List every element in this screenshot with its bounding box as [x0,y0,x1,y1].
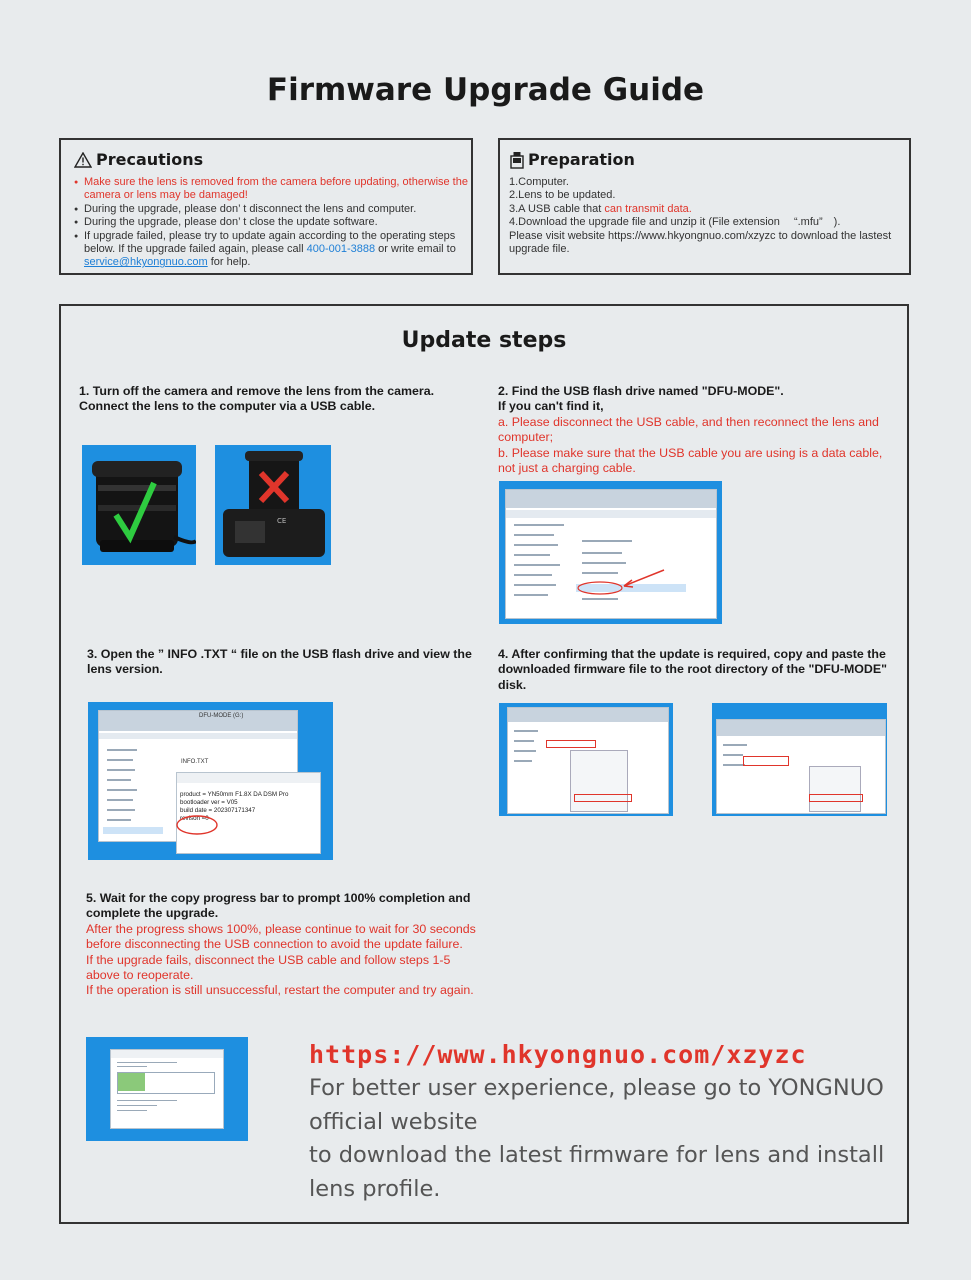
progress-screenshot [86,1037,248,1141]
prep-line: Please visit website https://www.hkyongnuo.com/xzyzc to download the lastest upgrade file. [509,229,892,256]
email-link[interactable]: service@hkyongnuo.com [84,256,208,269]
preparation-box [498,138,911,275]
phone-number[interactable]: 400-001-3888 [306,243,376,256]
footer-note [309,1072,889,1206]
info-revision: revison =0 [180,815,209,822]
prep-highlight: can transmit data. [604,202,692,215]
page-title: Firmware Upgrade Guide [266,72,705,108]
info-file-label: INFO.TXT [181,759,209,765]
info-bootloader: bootloader ver = V05 [180,799,238,806]
warning-icon [74,152,92,168]
precaution-item: ● During the upgrade, please don’ t close the update software. [74,216,469,229]
step1-text: 1. Turn off the camera and remove the lens from the camera. Connect the lens to the computer via a USB cable. [79,384,435,414]
footer-note-2: to download the latest firmware for lens and install lens profile. [309,1142,885,1202]
step2-heading: 2. Find the USB flash drive named "DFU-MODE". [498,384,784,398]
usb-drive-icon [510,151,524,169]
precaution-item: ● Make sure the lens is removed from the camera before updating, otherwise the camera or lens may be damaged! [74,176,469,203]
step5-note-1: After the progress shows 100%, please continue to wait for 30 seconds before disconnecting the USB connection to avoid the update failure. [86,921,476,952]
lens-correct-photo [82,445,196,565]
info-product: product = YN50mm F1.8X DA DSM Pro [180,791,289,798]
info-build-date: build date = 202307171347 [180,807,256,814]
copy-firmware-screenshot [499,703,673,816]
precaution-item: ● During the upgrade, please don’ t disconnect the lens and computer. [74,203,469,216]
prep-line [509,203,906,216]
prep-line: 2.Lens to be updated. [509,189,616,202]
preparation-heading: Preparation [528,150,635,169]
step5-note-2: If the upgrade fails, disconnect the USB cable and follow steps 1-5 above to reoperate. [86,952,451,983]
svg-text:CE: CE [277,517,287,525]
step5-note-3: If the operation is still unsuccessful, restart the computer and try again. [86,983,474,998]
firmware-website-url[interactable]: https://www.hkyongnuo.com/xzyzc [309,1040,807,1069]
info-txt-screenshot [88,702,333,860]
explorer-dfu-screenshot [499,481,722,624]
precautions-box [59,138,473,275]
precautions-heading: Precautions [96,150,204,169]
step2-tip-b: b. Please make sure that the USB cable you are using is a data cable, not just a charging cable. [498,445,883,476]
step5-heading: 5. Wait for the copy progress bar to prompt 100% completion and complete the upgrade. [86,891,471,921]
step2-tip-a: a. Please disconnect the USB cable, and then reconnect the lens and computer; [498,414,879,445]
prep-text: 3.A USB cable that [509,202,605,215]
paste-firmware-screenshot [712,703,887,816]
precautions-list [74,176,469,270]
step2-block [498,384,896,476]
preparation-list [509,176,906,256]
step4-text: 4. After confirming that the update is required, copy and paste the downloaded firmware file to the root directory of the "DFU-MODE" disk. [498,647,887,692]
update-steps-heading: Update steps [401,328,567,353]
precaution-text: or write email to [375,243,456,256]
precautions-header [74,150,203,169]
prep-line: 4.Download the upgrade file and unzip it (File extension “.mfu” ). [509,216,841,229]
step5-block [86,891,482,999]
step3-text: 3. Open the ” INFO .TXT “ file on the USB flash drive and view the lens version. [87,647,472,677]
prep-line: 1.Computer. [509,176,569,188]
preparation-header [510,150,635,169]
step2-subheading: If you can't find it, [498,399,604,414]
progress-fill [118,1073,145,1091]
precaution-text: If upgrade failed, please try to update again according to the operating steps below. If the upgrade failed again, please call [84,229,456,256]
precaution-text: for help. [207,256,251,269]
precaution-item [74,230,469,270]
footer-note-1: For better user experience, please go to YONGNUO official website [309,1075,884,1135]
explorer-drive-label: DFU-MODE (G:) [199,713,244,719]
lens-on-camera-photo [215,445,331,565]
